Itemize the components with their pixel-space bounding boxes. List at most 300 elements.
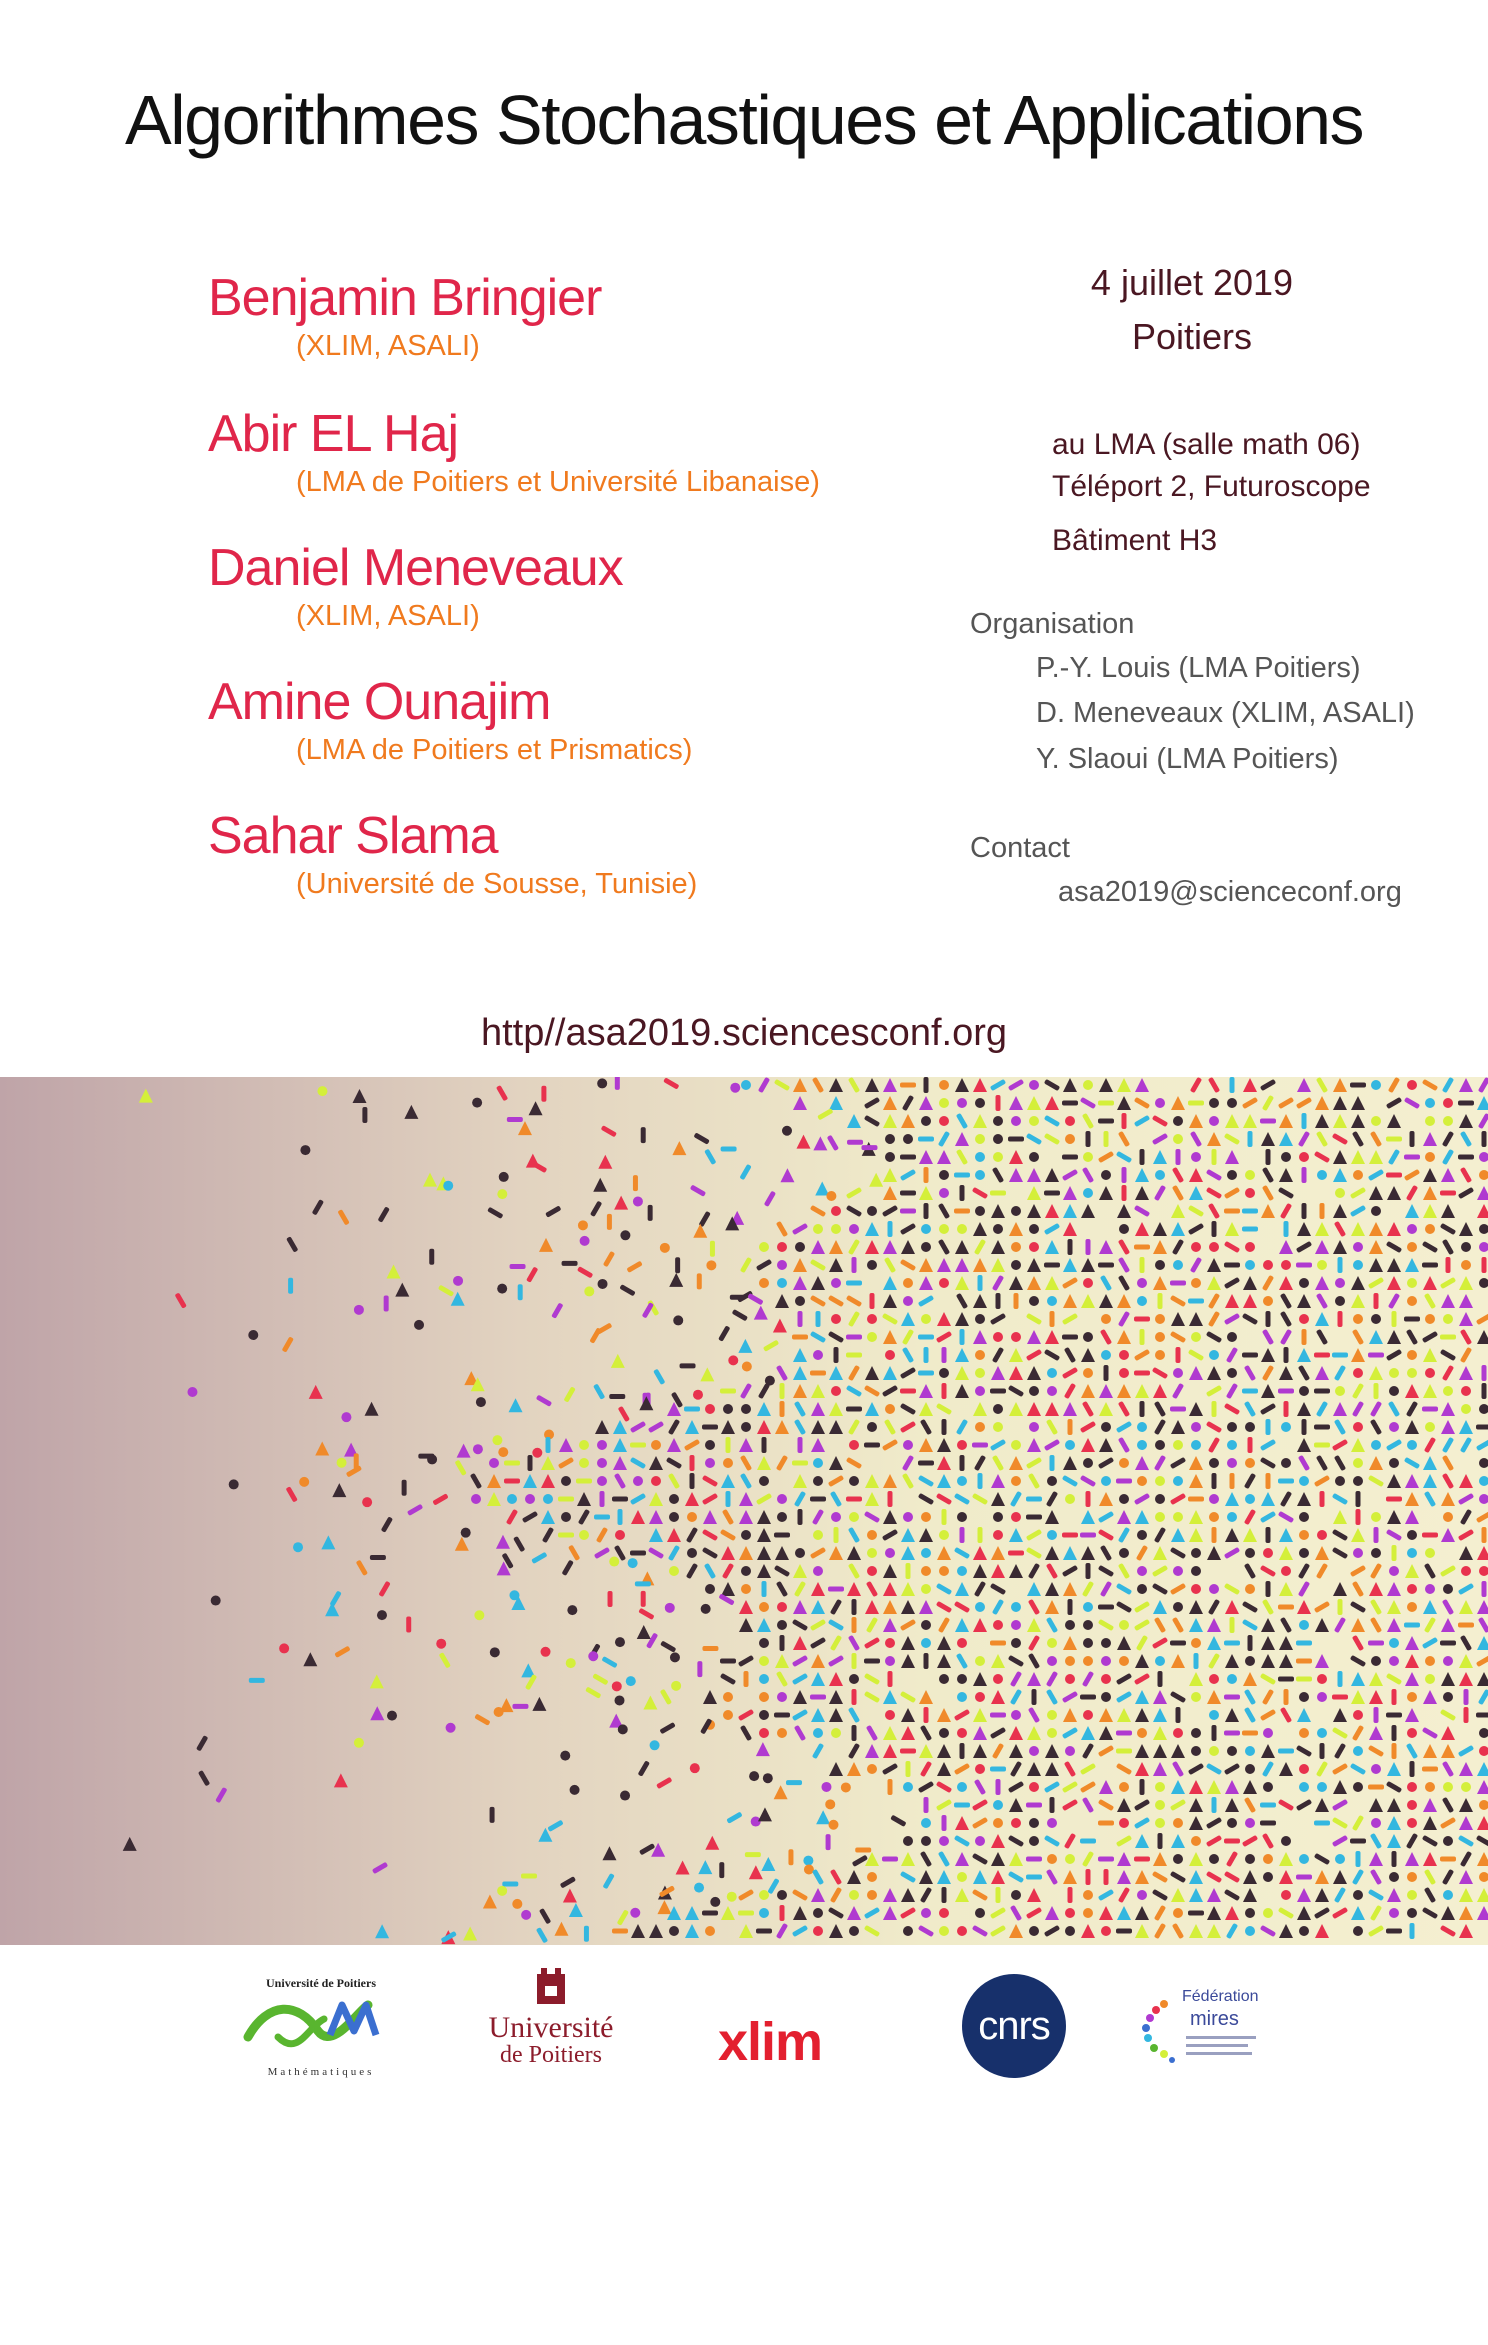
pattern-piece [975,1170,985,1180]
pattern-piece [1026,1875,1042,1880]
pattern-piece [1029,1782,1039,1792]
pattern-piece [1101,1476,1111,1486]
pattern-piece [1173,1116,1183,1126]
pattern-piece [1284,1221,1289,1237]
pattern-piece [1209,1350,1219,1360]
pattern-piece [1335,1854,1345,1864]
pattern-piece [429,1249,434,1265]
pattern-piece [1086,1239,1091,1255]
pattern-piece [1158,1833,1163,1849]
pattern-piece [738,1911,754,1916]
pattern-piece [1407,1782,1417,1792]
pattern-piece [584,1926,589,1942]
pattern-piece [697,1661,702,1677]
pattern-piece [993,1818,1003,1828]
pattern-piece [1482,1581,1487,1597]
pattern-piece [1317,1530,1327,1540]
pattern-piece [1482,1131,1487,1147]
pattern-piece [867,1548,877,1558]
pattern-piece [918,1335,934,1340]
pattern-piece [792,1461,808,1466]
pattern-piece [825,1799,835,1809]
pattern-piece [494,1707,504,1717]
pattern-piece [867,1530,877,1540]
pattern-piece [745,1852,761,1857]
federation-mires-logo [1138,1980,1268,2080]
pattern-piece [885,1710,895,1720]
pattern-piece [1242,1209,1258,1214]
pattern-piece [921,1548,931,1558]
pattern-piece [1407,1818,1417,1828]
pattern-piece [1098,1119,1114,1124]
pattern-piece [618,1509,623,1525]
pattern-piece [741,1566,751,1576]
pattern-piece [1248,1437,1253,1453]
pattern-piece [1302,1167,1307,1183]
pattern-piece [942,1383,947,1399]
organisation-label: Organisation [970,608,1135,640]
pattern-piece [1245,1548,1255,1558]
pattern-piece [1335,1188,1345,1198]
pattern-piece [939,1368,949,1378]
pattern-piece [1368,1641,1384,1646]
pattern-piece [1119,1224,1129,1234]
pattern-piece [1065,1494,1075,1504]
pattern-piece [607,1214,612,1230]
pattern-piece [1227,1512,1237,1522]
pattern-piece [852,1725,857,1741]
pattern-piece [759,1890,769,1900]
pattern-piece [1338,1599,1343,1615]
pattern-piece [1101,1656,1111,1666]
pattern-piece [1374,1293,1379,1309]
pattern-piece [885,1134,895,1144]
pattern-piece [497,1886,507,1896]
pattern-piece [541,1086,546,1102]
pattern-piece [1314,1821,1330,1826]
pattern-piece [1026,1803,1042,1808]
pattern-piece [1281,1836,1291,1846]
pattern-piece [1209,1512,1219,1522]
pattern-piece [867,1422,877,1432]
pattern-piece [777,1278,787,1288]
pattern-piece [492,1435,502,1445]
pattern-piece [490,1807,495,1823]
pattern-piece [762,1437,767,1453]
pattern-piece [939,1674,949,1684]
pattern-piece [939,1170,949,1180]
pattern-piece [384,1295,389,1311]
pattern-piece [1299,1530,1309,1540]
pattern-piece [921,1584,931,1594]
pattern-piece [975,1602,985,1612]
pattern-piece [1170,1281,1186,1286]
pattern-piece [1137,1566,1147,1576]
pattern-piece [1464,1707,1469,1723]
pattern-piece [387,1711,397,1721]
pattern-piece [921,1242,931,1252]
pattern-piece [471,1494,481,1504]
pattern-piece [633,1175,638,1191]
pattern-piece [1425,1674,1435,1684]
pattern-piece [1104,1869,1109,1885]
pattern-piece [608,1591,613,1607]
pattern-piece [1029,1746,1039,1756]
pattern-piece [1461,1242,1471,1252]
pattern-piece [630,1908,640,1918]
pattern-piece [816,1311,821,1327]
pattern-piece [831,1314,841,1324]
pattern-piece [1083,1908,1093,1918]
pattern-piece [1407,1368,1417,1378]
pattern-piece [1047,1296,1057,1306]
pattern-piece [1155,1800,1165,1810]
pattern-piece [1281,1152,1291,1162]
pattern-piece [1191,1152,1201,1162]
pattern-piece [1386,1929,1402,1934]
logo-text: Université [488,2011,614,2044]
pattern-piece [576,1479,592,1484]
pattern-piece [1137,1422,1147,1432]
pattern-piece [541,1647,551,1657]
pattern-piece [1065,1116,1075,1126]
pattern-piece [975,1206,985,1216]
pattern-piece [1188,1497,1204,1502]
pattern-piece [1425,1584,1435,1594]
pattern-piece [1173,1440,1183,1450]
pattern-piece [975,1386,985,1396]
pattern-piece [1353,1260,1363,1270]
pattern-piece [867,1314,877,1324]
pattern-piece [701,1604,711,1614]
pattern-piece [618,1724,628,1734]
pattern-piece [957,1566,967,1576]
pattern-piece [1443,1314,1453,1324]
pattern-piece [1263,1260,1273,1270]
pattern-piece [810,1497,826,1502]
pattern-piece [1299,1314,1309,1324]
pattern-piece [705,1926,715,1936]
pattern-piece [1116,1749,1132,1754]
pattern-piece [1122,1113,1127,1129]
pattern-piece [566,1658,576,1668]
pattern-piece [804,1865,814,1875]
cnrs-logo [962,1974,1066,2078]
pattern-piece [939,1728,949,1738]
pattern-piece [1116,1479,1132,1484]
pattern-piece [1296,1875,1312,1880]
pattern-piece [1422,1767,1438,1772]
pattern-piece [1374,1527,1379,1543]
pattern-piece [1137,1296,1147,1306]
pattern-piece [885,1656,895,1666]
pattern-piece [507,1494,517,1504]
pattern-piece [1353,1782,1363,1792]
pattern-piece [1296,1659,1312,1664]
pattern-piece [1086,1131,1091,1147]
poster-title: Algorithmes Stochastiques et Applications [124,81,1364,159]
pattern-piece [1155,1314,1165,1324]
pattern-piece [1011,1818,1021,1828]
pattern-piece [867,1566,877,1576]
pattern-piece [954,1803,970,1808]
speaker-affiliation: (XLIM, ASALI) [296,330,480,362]
logo-text: mires [1190,2008,1239,2030]
pattern-piece [1083,1278,1093,1288]
pattern-piece [1332,1695,1348,1700]
pattern-piece [615,1077,620,1090]
pattern-piece [377,1610,387,1620]
pattern-piece [651,1440,661,1450]
pattern-piece [1047,1710,1057,1720]
pattern-piece [993,1116,1003,1126]
pattern-piece [597,1458,607,1468]
pattern-piece [1266,1527,1271,1543]
pattern-piece [562,1261,578,1266]
pattern-piece [1284,1401,1289,1417]
pattern-piece [615,1637,625,1647]
pattern-piece [560,1751,570,1761]
pattern-piece [584,1286,594,1296]
pattern-piece [1209,1746,1219,1756]
pattern-piece [1188,1911,1204,1916]
pattern-piece [777,1692,787,1702]
pattern-piece [726,1491,731,1507]
pattern-piece [1371,1440,1381,1450]
pattern-piece [697,1273,702,1289]
pattern-piece [885,1638,895,1648]
venue-line-3: Bâtiment H3 [1052,524,1218,557]
pattern-piece [293,1542,303,1552]
pattern-piece [852,1257,857,1273]
pattern-piece [1425,1314,1435,1324]
pattern-piece [1422,1263,1438,1268]
pattern-piece [1392,1851,1397,1867]
pattern-piece [597,1440,607,1450]
pattern-piece [975,1152,985,1162]
pattern-piece [990,1389,1006,1394]
pattern-piece [1155,1260,1165,1270]
pattern-piece [1278,1389,1294,1394]
pattern-piece [211,1596,221,1606]
pattern-piece [1050,1455,1055,1471]
pattern-piece [1209,1854,1219,1864]
pattern-piece [507,1117,523,1122]
pattern-piece [903,1512,913,1522]
pattern-piece [1116,1731,1132,1736]
pattern-piece [792,1335,808,1340]
pattern-piece [558,1497,574,1502]
pattern-piece [918,1371,934,1376]
pattern-piece [1335,1476,1345,1486]
pattern-piece [1083,1152,1093,1162]
pattern-piece [1212,1149,1217,1165]
pattern-piece [1476,1713,1488,1718]
pattern-piece [1314,1443,1330,1448]
pattern-piece [1047,1476,1057,1486]
pattern-piece [598,1279,608,1289]
speaker-affiliation: (Université de Sousse, Tunisie) [296,868,698,900]
pattern-piece [579,1440,589,1450]
pattern-piece [490,1647,500,1657]
pattern-piece [1029,1152,1039,1162]
pattern-piece [993,1674,1003,1684]
pattern-piece [1062,1101,1078,1106]
pattern-piece [1080,1533,1096,1538]
pattern-piece [954,1173,970,1178]
pattern-piece [1122,1167,1127,1183]
pattern-piece [1134,1317,1150,1322]
pattern-piece [975,1692,985,1702]
pattern-piece [675,1257,680,1273]
pattern-piece [546,1437,551,1453]
pattern-piece [612,1681,622,1691]
pattern-piece [1047,1656,1057,1666]
pattern-piece [1209,1458,1219,1468]
pattern-piece [849,1440,859,1450]
pattern-piece [1443,1692,1453,1702]
pattern-piece [337,1458,347,1468]
pattern-piece [1245,1908,1255,1918]
pattern-piece [1242,1353,1258,1358]
pattern-piece [1122,1185,1127,1201]
pattern-piece [1191,1440,1201,1450]
pattern-piece [1425,1368,1435,1378]
pattern-piece [1461,1386,1471,1396]
pattern-piece [1119,1368,1129,1378]
pattern-piece [510,1264,526,1269]
pattern-piece [362,1497,372,1507]
pattern-piece [975,1350,985,1360]
pattern-piece [900,1083,916,1088]
speaker-5 [208,806,697,902]
pattern-piece [882,1857,898,1862]
pattern-piece [993,1134,1003,1144]
pattern-piece [852,1689,857,1705]
pattern-piece [1230,1473,1235,1489]
pattern-piece [795,1242,805,1252]
pattern-piece [990,1641,1006,1646]
pattern-piece [1011,1206,1021,1216]
pattern-piece [1374,1383,1379,1399]
pattern-piece [1335,1278,1345,1288]
contact-label: Contact [970,832,1070,864]
pattern-piece [1299,1512,1309,1522]
pattern-piece [1029,1386,1039,1396]
pattern-piece [1425,1548,1435,1558]
pattern-piece [1353,1458,1363,1468]
pattern-piece [782,1126,792,1136]
contact-email[interactable]: asa2019@scienceconf.org [1058,876,1402,908]
pattern-piece [1443,1512,1453,1522]
pattern-piece [759,1692,769,1702]
pattern-piece [921,1512,931,1522]
pattern-piece [972,1443,988,1448]
pattern-piece [1353,1890,1363,1900]
pattern-piece [903,1278,913,1288]
pattern-piece [1368,1353,1384,1358]
pattern-piece [1083,1368,1093,1378]
pattern-piece [903,1296,913,1306]
pattern-piece [1227,1674,1237,1684]
pattern-piece [1299,1926,1309,1936]
pattern-piece [1353,1476,1363,1486]
venue-line-1: au LMA (salle math 06) [1052,428,1361,461]
pattern-piece [975,1836,985,1846]
pattern-piece [1173,1602,1183,1612]
pattern-piece [1389,1458,1399,1468]
pattern-piece [759,1638,769,1648]
pattern-piece [1248,1131,1253,1147]
pattern-piece [957,1224,967,1234]
pattern-piece [720,1659,736,1664]
pattern-piece [723,1710,733,1720]
pattern-piece [728,1355,738,1365]
pattern-piece [831,1728,841,1738]
pattern-piece [1032,1689,1037,1705]
pattern-piece [846,1281,862,1286]
pattern-piece [1371,1512,1381,1522]
pattern-piece [921,1314,931,1324]
pattern-piece [1155,1098,1165,1108]
pattern-piece [1407,1548,1417,1558]
pattern-piece [1371,1314,1381,1324]
pattern-piece [1029,1242,1039,1252]
pattern-piece [1029,1224,1039,1234]
pattern-piece [1407,1080,1417,1090]
pattern-piece [1098,1857,1114,1862]
pattern-piece [690,1473,695,1489]
pattern-piece [1011,1116,1021,1126]
pattern-piece [942,1419,947,1435]
pattern-piece [1389,1656,1399,1666]
pattern-piece [1299,1782,1309,1792]
pattern-piece [978,1473,983,1489]
pattern-piece [1317,1674,1327,1684]
pattern-piece [669,1926,679,1936]
pattern-piece [1230,1617,1235,1633]
pattern-piece [996,1779,1001,1795]
pattern-piece [1119,1656,1129,1666]
pattern-piece [831,1512,841,1522]
pattern-piece [975,1908,985,1918]
pattern-piece [1191,1278,1201,1288]
pattern-piece [975,1656,985,1666]
pattern-piece [1260,1803,1276,1808]
pattern-piece [957,1926,967,1936]
pattern-piece [1443,1890,1453,1900]
venue-line-2: Téléport 2, Futuroscope [1052,470,1371,503]
pattern-piece [1011,1476,1021,1486]
pattern-piece [1029,1818,1039,1828]
pattern-piece [673,1315,683,1325]
pattern-piece [826,1191,836,1201]
pattern-piece [1371,1656,1381,1666]
pattern-piece [1263,1548,1273,1558]
pattern-piece [780,1905,785,1921]
pattern-piece [1407,1602,1417,1612]
pattern-piece [1011,1440,1021,1450]
pattern-piece [1248,1635,1253,1651]
pattern-piece [1314,1353,1330,1358]
pattern-piece [1245,1764,1255,1774]
pattern-piece [1065,1746,1075,1756]
pattern-piece [1278,1677,1294,1682]
website-url[interactable]: http//asa2019.sciencesconf.org [480,1012,1007,1054]
pattern-piece [1371,1764,1381,1774]
organiser-3: Y. Slaoui (LMA Poitiers) [1036,743,1339,775]
pattern-piece [1083,1602,1093,1612]
